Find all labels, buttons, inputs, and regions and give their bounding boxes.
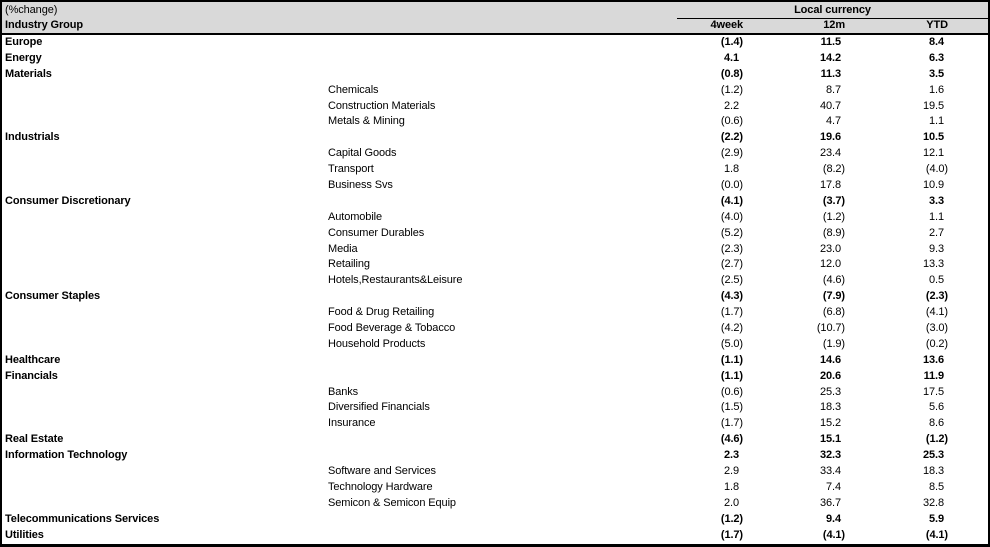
table-row (2, 353, 988, 369)
table-row (2, 305, 988, 321)
value-12m: 25.3 (819, 385, 841, 398)
header-row-columns (2, 18, 988, 33)
value-12m: (1.9) (822, 337, 845, 350)
industry-group-label (2, 210, 327, 226)
value-ytd: 0.5 (929, 274, 944, 287)
sub-industry-label: Food & Drug Retailing (328, 306, 435, 319)
industry-group-column-header: Industry Group (5, 19, 84, 31)
table-row (2, 178, 988, 194)
value-ytd: 5.6 (929, 401, 944, 414)
value-ytd: 1.6 (929, 83, 944, 96)
sub-industry-label: Retailing (328, 258, 370, 271)
value-ytd: 10.5 (922, 131, 944, 144)
value-4week: 2.0 (724, 496, 739, 509)
sub-industry-label: Technology Hardware (328, 480, 433, 493)
table-row (2, 257, 988, 273)
industry-group-label (2, 162, 327, 178)
table-row (2, 162, 988, 178)
table-row (2, 400, 988, 416)
sub-industry-label: Construction Materials (328, 99, 436, 112)
sub-industry-label (327, 528, 677, 544)
value-ytd: 12.1 (922, 147, 944, 160)
column-header-4week: 4week (710, 19, 743, 31)
sub-industry-label (327, 432, 677, 448)
table-row (2, 210, 988, 226)
percent-change-label: (%change) (5, 4, 58, 16)
industry-group-label (2, 416, 327, 432)
value-ytd: 19.5 (922, 99, 944, 112)
sub-industry-label: Semicon & Semicon Equip (328, 496, 456, 509)
sub-industry-label: Metals & Mining (328, 115, 405, 128)
value-ytd: 1.1 (929, 210, 944, 223)
value-ytd: 3.3 (929, 194, 944, 207)
table-row (2, 432, 988, 448)
value-ytd: 17.5 (922, 385, 944, 398)
industry-group-label (2, 226, 327, 242)
value-4week: (1.7) (720, 306, 743, 319)
header-row-top (2, 2, 988, 18)
value-ytd: 8.5 (929, 480, 944, 493)
value-ytd: 9.3 (929, 242, 944, 255)
value-12m: 18.3 (819, 401, 841, 414)
value-4week: (5.0) (720, 337, 743, 350)
industry-group-label: Real Estate (5, 433, 64, 446)
value-ytd: 1.1 (929, 115, 944, 128)
industry-group-label (2, 83, 327, 99)
value-4week: (4.6) (720, 433, 743, 446)
industry-group-label (2, 242, 327, 258)
industry-group-label (2, 99, 327, 115)
value-12m: 15.1 (819, 433, 841, 446)
value-12m: (8.9) (822, 226, 845, 239)
sub-industry-label: Chemicals (328, 83, 379, 96)
value-12m: 15.2 (819, 417, 841, 430)
industry-group-label (2, 114, 327, 130)
sub-industry-label: Business Svs (328, 179, 393, 192)
industry-group-label (2, 273, 327, 289)
value-4week: (2.2) (720, 131, 743, 144)
value-12m: 23.4 (819, 147, 841, 160)
value-12m: 23.0 (819, 242, 841, 255)
industry-group-label (2, 321, 327, 337)
value-4week: (1.1) (720, 369, 743, 382)
table-row (2, 67, 988, 83)
value-4week: (1.7) (720, 528, 743, 541)
value-4week: (1.5) (720, 401, 743, 414)
value-ytd: 13.6 (922, 353, 944, 366)
table-row (2, 194, 988, 210)
value-4week: (2.9) (720, 147, 743, 160)
column-header-12m: 12m (823, 19, 845, 31)
table-row (2, 51, 988, 67)
table-row (2, 99, 988, 115)
sub-industry-label: Automobile (328, 210, 383, 223)
value-ytd: 3.5 (929, 67, 944, 80)
value-12m: 4.7 (826, 115, 841, 128)
value-4week: 1.8 (724, 163, 739, 176)
sub-industry-label: Insurance (328, 417, 376, 430)
value-12m: (3.7) (822, 194, 845, 207)
value-12m: 14.2 (819, 51, 841, 64)
value-12m: 11.3 (820, 67, 841, 80)
value-4week: (0.8) (720, 67, 743, 80)
value-ytd: (2.3) (925, 290, 948, 303)
industry-group-label: Healthcare (5, 353, 61, 366)
industry-group-label: Consumer Discretionary (5, 194, 131, 207)
value-4week: (2.7) (720, 258, 743, 271)
table-row (2, 337, 988, 353)
value-4week: (0.6) (720, 115, 743, 128)
value-ytd: 5.9 (929, 512, 944, 525)
value-ytd: 25.3 (922, 449, 944, 462)
value-4week: 4.1 (724, 51, 739, 64)
value-12m: 7.4 (826, 480, 841, 493)
value-4week: (4.3) (720, 290, 743, 303)
value-4week: (2.3) (720, 242, 743, 255)
value-12m: (1.2) (822, 210, 845, 223)
sub-industry-label: Household Products (328, 337, 426, 350)
value-ytd: (4.1) (925, 306, 948, 319)
sub-industry-label (327, 35, 677, 51)
value-4week: (4.2) (720, 322, 743, 335)
industry-group-label: Materials (5, 67, 52, 80)
local-currency-header: Local currency (677, 2, 988, 19)
industry-group-label: Industrials (5, 131, 60, 144)
industry-group-label: Consumer Staples (5, 290, 100, 303)
value-12m: 17.8 (819, 179, 841, 192)
industry-group-label (2, 496, 327, 512)
table-row (2, 35, 988, 51)
value-12m: 32.3 (819, 449, 841, 462)
sub-industry-label (327, 353, 677, 369)
industry-group-label: Energy (5, 51, 42, 64)
sub-industry-label (327, 448, 677, 464)
value-12m: 20.6 (819, 369, 841, 382)
value-ytd: 13.3 (922, 258, 944, 271)
sub-industry-label (327, 67, 677, 83)
value-12m: 40.7 (819, 99, 841, 112)
value-ytd: (3.0) (925, 322, 948, 335)
sub-industry-label: Media (328, 242, 358, 255)
table-row (2, 146, 988, 162)
value-4week: (5.2) (720, 226, 743, 239)
value-4week: (0.6) (720, 385, 743, 398)
value-4week: (1.4) (720, 36, 743, 48)
value-12m: 19.6 (819, 131, 841, 144)
value-4week: (4.0) (720, 210, 743, 223)
value-12m: (4.1) (822, 528, 845, 541)
value-4week: (1.2) (720, 512, 743, 525)
sub-industry-label: Transport (328, 163, 374, 176)
value-ytd: 6.3 (929, 51, 944, 64)
table-row (2, 416, 988, 432)
industry-group-label (2, 480, 327, 496)
value-ytd: (0.2) (925, 337, 948, 350)
industry-group-label (2, 464, 327, 480)
value-ytd: 8.6 (929, 417, 944, 430)
value-ytd: (1.2) (925, 433, 948, 446)
value-12m: 9.4 (826, 512, 841, 525)
sub-industry-label: Diversified Financials (328, 401, 430, 414)
sub-industry-label: Capital Goods (328, 147, 397, 160)
table-row (2, 321, 988, 337)
industry-group-label (2, 305, 327, 321)
industry-group-label: Telecommunications Services (5, 512, 160, 525)
table-row (2, 464, 988, 480)
table-row (2, 385, 988, 401)
sub-industry-label: Food Beverage & Tobacco (328, 322, 456, 335)
value-12m: (10.7) (816, 322, 845, 335)
value-12m: 11.5 (820, 36, 841, 48)
value-ytd: (4.1) (925, 528, 948, 541)
sub-industry-label (327, 289, 677, 305)
value-12m: 33.4 (819, 465, 841, 478)
value-12m: 14.6 (819, 353, 841, 366)
value-4week: (4.1) (720, 194, 743, 207)
sub-industry-label (327, 130, 677, 146)
value-ytd: 2.7 (929, 226, 944, 239)
value-4week: (2.5) (720, 274, 743, 287)
table-body (2, 35, 988, 544)
industry-group-label (2, 400, 327, 416)
value-12m: (7.9) (822, 290, 845, 303)
sub-industry-label: Hotels,Restaurants&Leisure (328, 274, 463, 287)
table-row (2, 289, 988, 305)
value-4week: 2.3 (724, 449, 739, 462)
value-12m: 12.0 (819, 258, 841, 271)
sub-industry-label: Software and Services (328, 465, 436, 478)
table-header (2, 2, 988, 35)
industry-group-label: Utilities (5, 528, 44, 541)
table-row (2, 496, 988, 512)
value-ytd: 11.9 (923, 369, 944, 382)
table-row (2, 448, 988, 464)
table-row (2, 480, 988, 496)
value-4week: (0.0) (720, 179, 743, 192)
value-12m: (4.6) (822, 274, 845, 287)
value-4week: (1.2) (720, 83, 743, 96)
table-row (2, 528, 988, 544)
industry-group-label: Europe (5, 36, 43, 48)
industry-group-label (2, 257, 327, 273)
value-4week: (1.1) (720, 353, 743, 366)
value-ytd: (4.0) (925, 163, 948, 176)
sub-industry-label (327, 369, 677, 385)
value-4week: (1.7) (720, 417, 743, 430)
table-row (2, 242, 988, 258)
table-row (2, 226, 988, 242)
value-12m: (6.8) (822, 306, 845, 319)
industry-group-label (2, 337, 327, 353)
value-ytd: 10.9 (922, 179, 944, 192)
industry-group-label (2, 146, 327, 162)
value-12m: 8.7 (826, 83, 841, 96)
table-row (2, 369, 988, 385)
value-4week: 2.2 (724, 99, 739, 112)
value-ytd: 8.4 (929, 36, 944, 48)
sub-industry-label: Consumer Durables (328, 226, 425, 239)
table-row (2, 114, 988, 130)
value-12m: (8.2) (822, 163, 845, 176)
value-ytd: 32.8 (922, 496, 944, 509)
value-12m: 36.7 (819, 496, 841, 509)
industry-group-label: Financials (5, 369, 58, 382)
table-row (2, 83, 988, 99)
value-4week: 1.8 (724, 480, 739, 493)
value-ytd: 18.3 (922, 465, 944, 478)
sub-industry-label (327, 512, 677, 528)
table-row (2, 273, 988, 289)
value-4week: 2.9 (724, 465, 739, 478)
column-header-ytd: YTD (926, 19, 948, 31)
industry-group-label (2, 178, 327, 194)
sub-industry-label (327, 194, 677, 210)
table-row (2, 130, 988, 146)
table-row (2, 512, 988, 528)
sub-industry-label (327, 51, 677, 67)
industry-group-label (2, 385, 327, 401)
industry-group-label: Information Technology (5, 449, 128, 462)
sub-industry-label: Banks (328, 385, 359, 398)
